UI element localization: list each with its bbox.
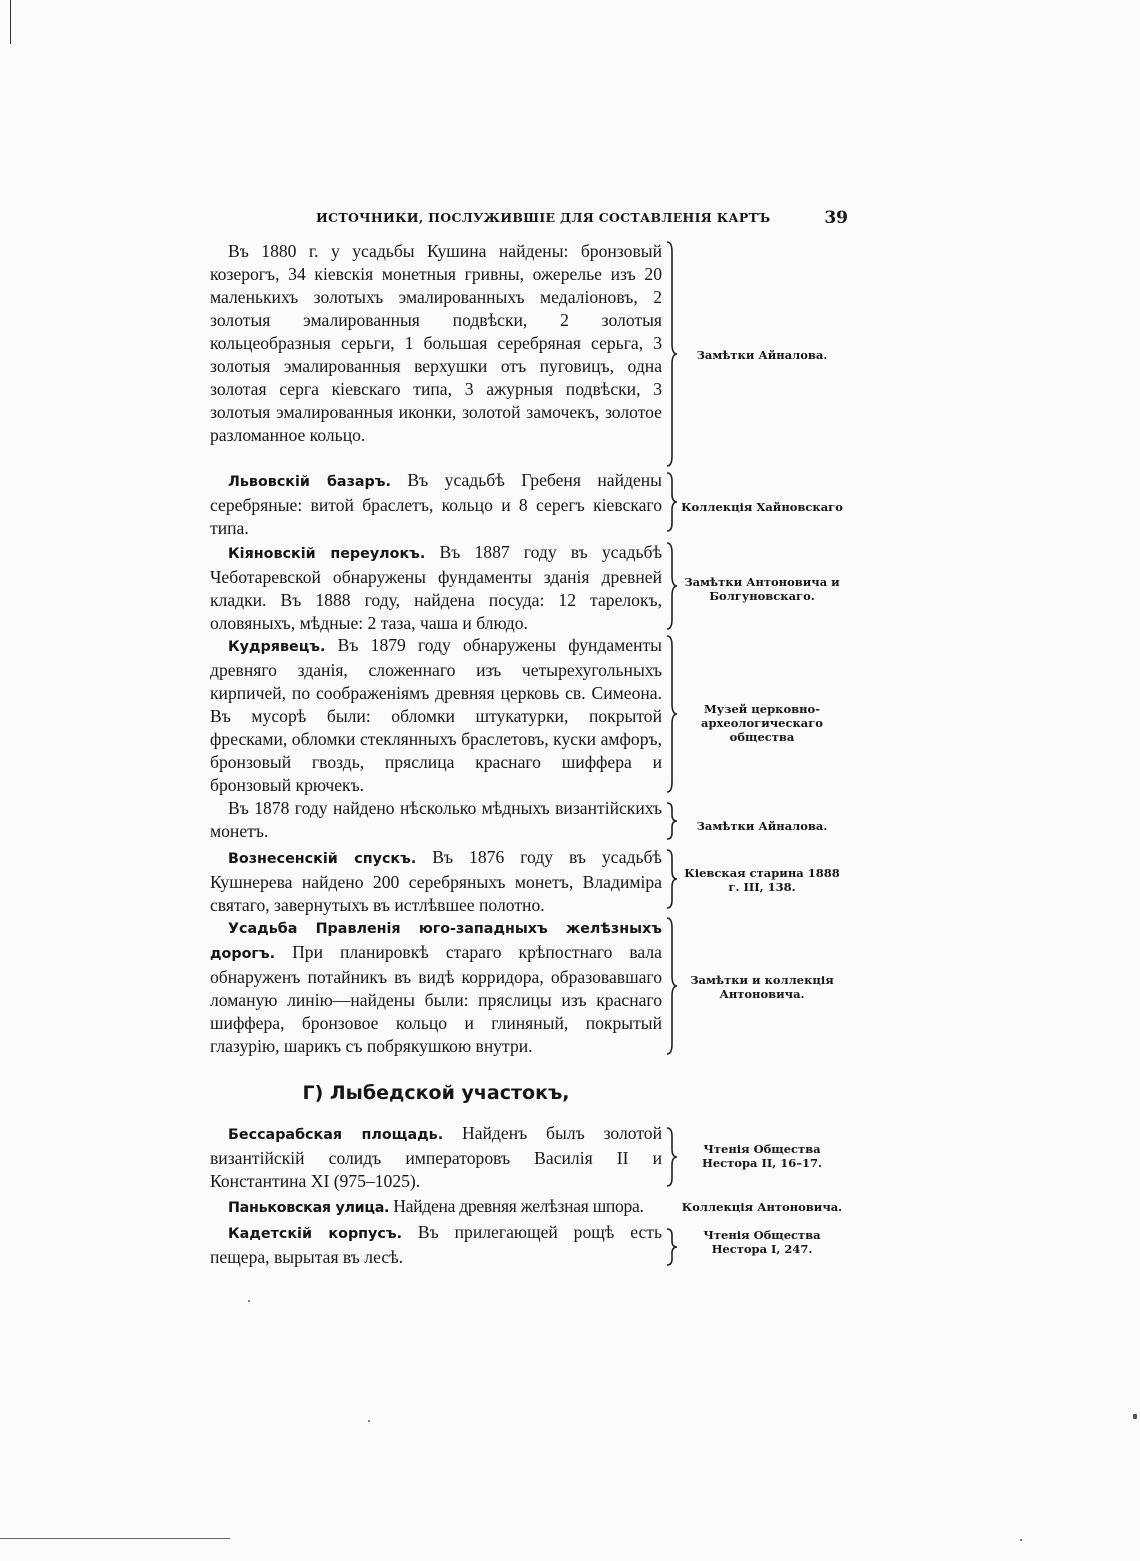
entry-body: Найдена древняя желѣзная шпора. [393, 1196, 644, 1216]
brace-icon [666, 797, 678, 841]
source-note: Замѣтки и коллекція Антоновича. [690, 973, 834, 1001]
entry-heading: Львовскій базаръ. [228, 474, 391, 490]
entry-body: Найденъ былъ золотой византійскій солидъ императоровъ Василія II и Константина XI (975–1025). [210, 1123, 662, 1191]
scan-speck [1020, 1539, 1022, 1541]
scan-edge-line [0, 1538, 230, 1539]
scan-speck [1133, 1414, 1137, 1419]
entry-text [210, 916, 662, 1058]
brace-icon [666, 846, 678, 912]
entry-text [210, 1122, 662, 1193]
brace-icon [666, 1221, 678, 1265]
scan-speck [248, 1300, 250, 1302]
brace-icon [666, 469, 678, 535]
brace-icon [666, 916, 678, 1056]
entry-text [210, 846, 662, 917]
brace-icon [666, 634, 678, 794]
source-note: Коллекція Хайновскаго [681, 500, 843, 514]
entry-heading: Кіяновскій переулокъ. [228, 546, 426, 562]
entry-text [210, 634, 662, 797]
entry-body: Въ 1879 году обнаружены фундаменты древняго зданія, сложеннаго изъ четырехугольныхъ кирпичей, по соображеніямъ древняя церковь св. Симеона. Въ мусорѣ были: обломки штукатурки, покрытой фресками, обломки стеклянныхъ браслетовъ, куски амфоръ, бронзовый гвоздь, пряслица краснаго шиффера и бронзовый крючекъ. [210, 635, 662, 795]
source-note: Чтенія Общества Нестора I, 247. [703, 1228, 821, 1256]
entry-body: Въ прилегающей рощѣ есть пещера, вырытая въ лесѣ. [210, 1222, 663, 1267]
entry-body: Въ 1887 году въ усадьбѣ Чеботаревской обнаружены фундаменты зданія древней кладки. Въ 1888 году, найдена посуда: 12 тарелокъ, оловяныхъ, мѣдные: 2 таза, чаша и блюдо. [210, 542, 662, 633]
page-number: 39 [824, 208, 848, 228]
running-title: ИСТОЧНИКИ, ПОСЛУЖИВШІЕ ДЛЯ СОСТАВЛЕНІЯ КАРТЪ [316, 210, 771, 225]
entry-body: При планировкѣ стараго крѣпостнаго вала обнаруженъ потайникъ въ видѣ корридора, образовавшаго ломаную линію—найдены были: пряслицы изъ краснаго шиффера, бронзовое кольцо и глиняный, покрытый глазурію, шарикъ съ побрякушкою внутри. [210, 942, 662, 1056]
source-note: Чтенія Общества Нестора II, 16–17. [701, 1142, 822, 1170]
entry-heading: Паньковская улица. [228, 1200, 390, 1216]
source-note: Замѣтки Антоновича и Болгуновскаго. [684, 575, 840, 603]
source-note: Коллекція Антоновича. [681, 1200, 843, 1214]
entry-heading: Кудрявецъ. [228, 639, 326, 655]
entry-heading: Кадетскій корпусъ. [228, 1226, 403, 1242]
source-note: Замѣтки Айналова. [696, 819, 828, 833]
entry-heading: Усадьба Правленія юго-западныхъ желѣзныхъ дорогъ. [210, 921, 662, 962]
section-heading: Г) Лыбедской участокъ, [302, 1082, 570, 1104]
entry-body: Въ 1880 г. у усадьбы Кушина найдены: бронзовый козерогъ, 34 кіевскія монетныя гривны, ожерелье изъ 20 маленькихъ золотыхъ эмалированныхъ медаліоновъ, 2 золотыя эмалированныя подвѣски, 2 золотыя кольцеобразныя серьги, 1 большая серебряная серьга, 3 золотыя эмалированныя верхушки отъ пуговицъ, одна золотая серга кіевскаго типа, 3 ажурныя подвѣски, 3 золотыя эмалированныя иконки, золотой замочекъ, золотое разломанное кольцо. [210, 241, 662, 445]
brace-icon [666, 1122, 678, 1188]
brace-icon [666, 541, 678, 631]
source-note: Кіевская старина 1888 г. III, 138. [684, 866, 840, 894]
entry-body: Въ 1878 году найдено нѣсколько мѣдныхъ византійскихъ монетъ. [210, 798, 662, 841]
scan-speck [368, 1420, 370, 1422]
brace-icon [666, 240, 678, 468]
entry-body: Въ 1876 году въ усадьбѣ Кушнерева найдено 200 серебряныхъ монетъ, Владиміра святаго, завернутыхъ въ истлѣвшее полотно. [210, 847, 662, 915]
source-note: Музей церковно-археологическаго общества [701, 702, 823, 744]
entry-heading: Вознесенскій спускъ. [228, 851, 417, 867]
entry-text [210, 469, 662, 540]
entry-text [210, 797, 662, 843]
source-note: Замѣтки Айналова. [696, 348, 828, 362]
page-header [210, 208, 850, 232]
entry-text [210, 240, 662, 447]
entry-text [210, 541, 662, 635]
entry-text [210, 1221, 662, 1269]
entry-text [210, 1195, 662, 1220]
scan-margin-line [10, 0, 11, 44]
entry-body: Въ усадьбѣ Гребеня найдены серебряные: витой браслетъ, кольцо и 8 серегъ кіевскаго типа. [210, 470, 663, 538]
entry-heading: Бессарабская площадь. [228, 1127, 444, 1143]
